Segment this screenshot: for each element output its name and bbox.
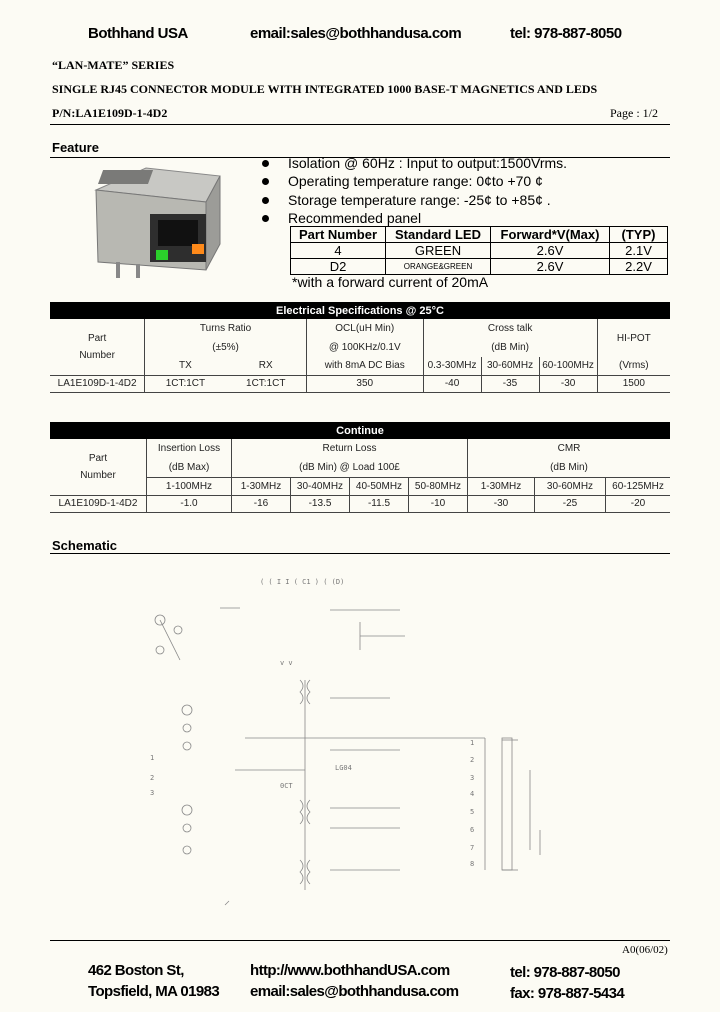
ct-range-2: 30-60MHz xyxy=(481,357,539,375)
part-label: Part xyxy=(88,452,108,464)
ocl-bias-label: with 8mA DC Bias xyxy=(306,357,423,375)
cmr-unit-label: (dB Min) xyxy=(468,458,671,477)
product-description: SINGLE RJ45 CONNECTOR MODULE WITH INTEGRATED 1000 BASE-T MAGNETICS AND LEDS xyxy=(52,82,598,96)
svg-text:2: 2 xyxy=(470,756,475,764)
range-cmr-3: 60-125MHz xyxy=(606,477,671,495)
led-col-part: Part Number xyxy=(291,227,386,243)
ocl-cond-label: @ 100KHz/0.1V xyxy=(306,338,423,357)
continue-spec-table xyxy=(50,422,670,513)
return-loss-label: Return Loss xyxy=(232,439,468,458)
svg-text:v v: v v xyxy=(280,659,293,667)
ct-range-3: 60-100MHz xyxy=(539,357,597,375)
hipot-label: HI-POT xyxy=(616,332,651,344)
table-row: D2 ORANGE&GREEN 2.6V 2.2V xyxy=(291,259,668,275)
page-number: Page : 1/2 xyxy=(610,106,658,120)
il-unit-label: (dB Max) xyxy=(147,458,232,477)
svg-text:2: 2 xyxy=(150,774,155,782)
feature-isolation: Isolation @ 60Hz : Input to output:1500Vrms. xyxy=(288,155,568,171)
header-email[interactable]: email:sales@bothhandusa.com xyxy=(250,25,462,42)
feature-operating-temp: Operating temperature range: 0¢to +70 ¢ xyxy=(288,173,543,189)
schematic-heading: Schematic xyxy=(52,538,118,553)
svg-text:( ( I I ( C1 ) (: ( ( I I ( C1 ) ( (D) xyxy=(260,578,345,586)
svg-text:1: 1 xyxy=(470,739,475,747)
footer-email-link[interactable]: email:sales@bothhandusa.com xyxy=(250,983,459,1000)
rl-cond-label: (dB Min) @ Load 100£ xyxy=(232,458,468,477)
feature-storage-temp: Storage temperature range: -25¢ to +85¢ . xyxy=(288,192,551,208)
range-rl-3: 40-50MHz xyxy=(350,477,409,495)
footer-fax: fax: 978-887-5434 xyxy=(510,985,625,1002)
continue-heading: Continue xyxy=(50,422,670,439)
svg-text:LG04: LG04 xyxy=(335,764,352,772)
part-number: P/N:LA1E109D-1-4D2 xyxy=(52,106,168,120)
table-row: LA1E109D-1-4D2 1CT:1CT 1CT:1CT 350 -40 -35 -30 1500 xyxy=(50,375,670,392)
svg-text:7: 7 xyxy=(470,844,475,852)
footer-phone: tel: 978-887-8050 xyxy=(510,964,620,981)
series-title: “LAN-MATE” SERIES xyxy=(52,58,175,72)
range-il: 1-100MHz xyxy=(147,477,232,495)
svg-text:6: 6 xyxy=(470,826,475,834)
tx-label: TX xyxy=(145,357,226,375)
revision-label: A0(06/02) xyxy=(622,944,668,956)
svg-text:8: 8 xyxy=(470,860,475,868)
led-table xyxy=(290,226,668,275)
rj45-connector-image xyxy=(88,162,228,280)
svg-text:5: 5 xyxy=(470,808,475,816)
insertion-loss-label: Insertion Loss xyxy=(147,439,232,458)
range-rl-4: 50-80MHz xyxy=(409,477,468,495)
table-row: LA1E109D-1-4D2 -1.0 -16 -13.5 -11.5 -10 -30 -25 -20 xyxy=(50,495,670,512)
svg-text:3: 3 xyxy=(150,789,155,797)
feature-heading: Feature xyxy=(52,140,99,155)
company-name: Bothhand USA xyxy=(88,25,188,42)
crosstalk-unit-label: (dB Min) xyxy=(423,338,597,357)
range-cmr-2: 30-60MHz xyxy=(535,477,606,495)
footer-address-line1: 462 Boston St, xyxy=(88,962,184,979)
turns-ratio-label: Turns Ratio xyxy=(145,319,307,338)
ocl-label: OCL(uH Min) xyxy=(306,319,423,338)
crosstalk-label: Cross talk xyxy=(423,319,597,338)
svg-text:3: 3 xyxy=(470,774,475,782)
footer-address-line2: Topsfield, MA 01983 xyxy=(88,983,220,1000)
hipot-unit-label: (Vrms) xyxy=(597,357,670,375)
part-label: Part xyxy=(87,332,107,344)
cmr-label: CMR xyxy=(468,439,671,458)
number-label: Number xyxy=(80,469,116,481)
feature-recommended-panel: Recommended panel xyxy=(288,210,422,226)
turns-tol-label: (±5%) xyxy=(145,338,307,357)
header-phone: tel: 978-887-8050 xyxy=(510,25,622,42)
footer-website-link[interactable]: http://www.bothhandUSA.com xyxy=(250,962,450,979)
rx-label: RX xyxy=(226,357,307,375)
led-table-header xyxy=(291,227,668,243)
svg-text:1: 1 xyxy=(150,754,155,762)
electrical-spec-table xyxy=(50,302,670,393)
range-rl-2: 30-40MHz xyxy=(291,477,350,495)
led-note: *with a forward current of 20mA xyxy=(292,274,489,290)
number-label: Number xyxy=(79,349,115,361)
led-col-led: Standard LED xyxy=(386,227,491,243)
svg-text:4: 4 xyxy=(470,790,475,798)
ct-range-1: 0.3-30MHz xyxy=(423,357,481,375)
schematic-diagram xyxy=(130,570,570,915)
svg-text:0CT: 0CT xyxy=(280,782,293,790)
range-rl-1: 1-30MHz xyxy=(232,477,291,495)
led-col-vmax: Forward*V(Max) xyxy=(491,227,610,243)
led-col-typ: (TYP) xyxy=(610,227,668,243)
electrical-heading: Electrical Specifications @ 25°C xyxy=(50,302,670,319)
range-cmr-1: 1-30MHz xyxy=(468,477,535,495)
table-row: 4 GREEN 2.6V 2.1V xyxy=(291,243,668,259)
